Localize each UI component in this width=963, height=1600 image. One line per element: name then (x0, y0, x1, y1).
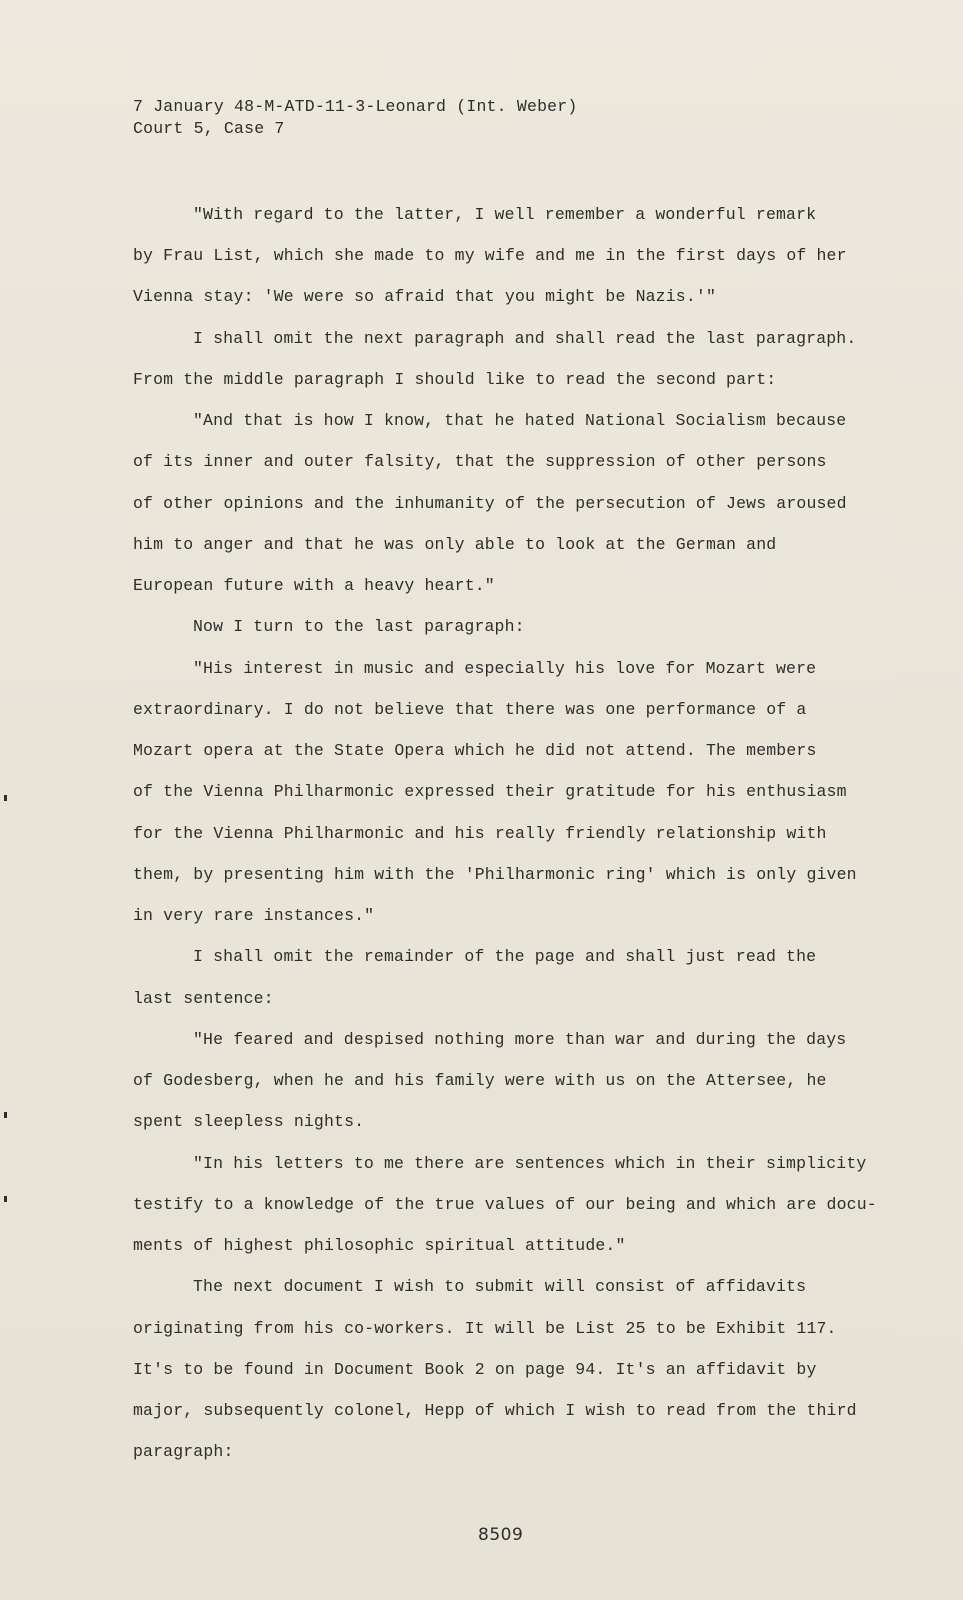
text-line: "He feared and despised nothing more than war and during the days (193, 1030, 847, 1049)
document-header (133, 96, 577, 140)
text-line: him to anger and that he was only able to look at the German and (133, 535, 777, 554)
text-line: by Frau List, which she made to my wife and me in the first days of her (133, 246, 847, 265)
text-line: spent sleepless nights. (133, 1112, 365, 1131)
text-line: testify to a knowledge of the true values of our being and which are docu- (133, 1195, 877, 1214)
text-line: "And that is how I know, that he hated National Socialism because (193, 411, 847, 430)
text-line: of other opinions and the inhumanity of the persecution of Jews aroused (133, 494, 847, 513)
text-line: ments of highest philosophic spiritual attitude." (133, 1236, 626, 1255)
text-line: extraordinary. I do not believe that there was one performance of a (133, 700, 807, 719)
text-line: Mozart opera at the State Opera which he did not attend. The members (133, 741, 817, 760)
header-date-line: 7 January 48-M-ATD-11-3-Leonard (Int. Weber) (133, 97, 578, 116)
text-line: I shall omit the remainder of the page and shall just read the (193, 947, 817, 966)
text-line: paragraph: (133, 1442, 234, 1461)
text-line: last sentence: (133, 989, 274, 1008)
text-line: originating from his co-workers. It will be List 25 to be Exhibit 117. (133, 1319, 837, 1338)
text-line: of Godesberg, when he and his family were with us on the Attersee, he (133, 1071, 827, 1090)
text-line: The next document I wish to submit will consist of affidavits (193, 1277, 807, 1296)
text-line: "His interest in music and especially his love for Mozart were (193, 659, 817, 678)
margin-punch-mark (4, 795, 7, 801)
text-line: in very rare instances." (133, 906, 375, 925)
text-line: major, subsequently colonel, Hepp of which I wish to read from the third (133, 1401, 857, 1420)
text-line: "In his letters to me there are sentences which in their simplicity (193, 1154, 867, 1173)
text-line: It's to be found in Document Book 2 on page 94. It's an affidavit by (133, 1360, 817, 1379)
text-line: of its inner and outer falsity, that the suppression of other persons (133, 452, 827, 471)
text-line: I shall omit the next paragraph and shall read the last paragraph. (193, 329, 857, 348)
text-line: them, by presenting him with the 'Philharmonic ring' which is only given (133, 865, 857, 884)
text-line: Now I turn to the last paragraph: (193, 617, 525, 636)
text-line: "With regard to the latter, I well remember a wonderful remark (193, 205, 817, 224)
text-line: of the Vienna Philharmonic expressed their gratitude for his enthusiasm (133, 782, 847, 801)
page-number: 8509 (478, 1525, 524, 1545)
text-line: Vienna stay: 'We were so afraid that you might be Nazis.'" (133, 287, 716, 306)
margin-punch-mark (4, 1196, 7, 1202)
text-line: European future with a heavy heart." (133, 576, 495, 595)
text-line: From the middle paragraph I should like to read the second part: (133, 370, 777, 389)
header-court-line: Court 5, Case 7 (133, 119, 285, 138)
margin-punch-mark (4, 1112, 7, 1118)
text-line: for the Vienna Philharmonic and his really friendly relationship with (133, 824, 827, 843)
